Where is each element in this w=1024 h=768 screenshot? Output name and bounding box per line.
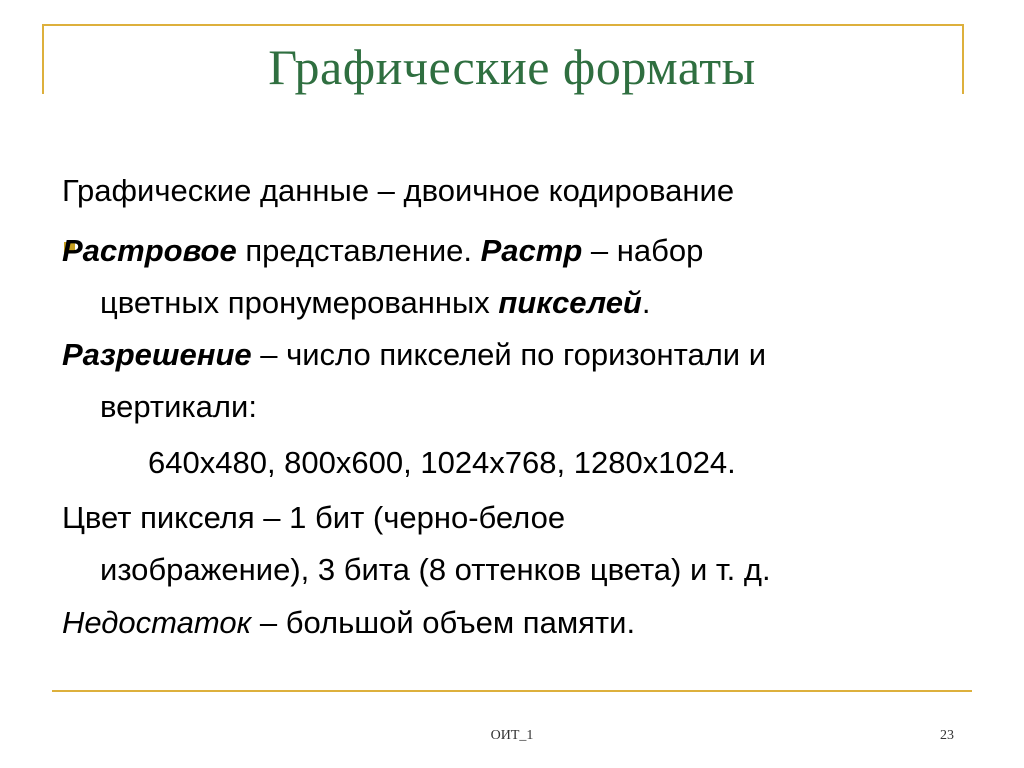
frame-top-line (42, 24, 964, 26)
color-line-2: изображение), 3 бита (8 оттенков цвета) и т. д. (100, 552, 771, 587)
drawback-line (62, 597, 1020, 649)
resolution-values: 640x480, 800x600, 1024x768, 1280x1024. (148, 445, 736, 480)
intro-line (62, 165, 1020, 217)
raster-term-2: Растр (480, 233, 583, 268)
drawback-term: Недостаток (62, 605, 252, 640)
raster-term: Растровое (62, 233, 237, 268)
raster-text-2: – набор (582, 233, 704, 268)
raster-bullet-item (62, 225, 1020, 329)
footer-page-number: 23 (940, 728, 954, 743)
drawback-text: – большой объем памяти. (251, 605, 636, 640)
color-line-1: Цвет пикселя – 1 бит (черно-белое (62, 500, 566, 535)
raster-text-3: цветных пронумерованных (100, 285, 499, 320)
color-paragraph (62, 492, 1020, 596)
pixels-term: пикселей (498, 285, 642, 320)
raster-text-1: представление. (236, 233, 481, 268)
slide-title: Графические форматы (268, 39, 756, 95)
raster-text-4: . (641, 285, 651, 320)
resolution-paragraph (62, 329, 1020, 433)
resolution-text-1: – число пикселей по горизонтали и (251, 337, 767, 372)
resolution-text-2: вертикали: (100, 389, 257, 424)
intro-text: Графические данные – двоичное кодирование (62, 173, 735, 208)
footer-course-label: ОИТ_1 (490, 728, 534, 743)
resolution-term: Разрешение (62, 337, 252, 372)
footer-divider (52, 690, 972, 692)
